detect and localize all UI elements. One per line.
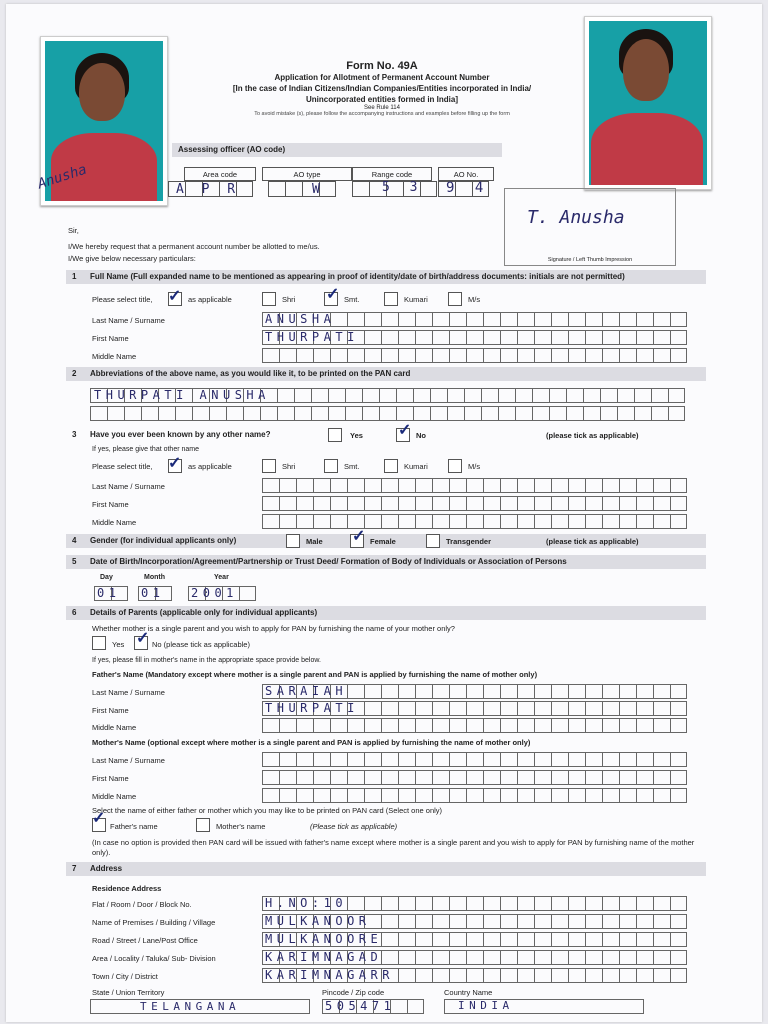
- signature-text: T. Anusha: [527, 207, 625, 228]
- s1-shri-label: Shri: [282, 295, 296, 304]
- s3-middle-name-grid[interactable]: [262, 514, 687, 529]
- s6-father-first-label: First Name: [92, 706, 129, 715]
- s4-transgender-checkbox[interactable]: [426, 534, 440, 548]
- s6-father-middle-grid[interactable]: [262, 718, 687, 733]
- s5-day-label: Day: [100, 574, 113, 581]
- s1-title-hint-tick: ✓: [168, 288, 182, 305]
- s5-month-label: Month: [144, 574, 165, 581]
- s1-shri-checkbox[interactable]: [262, 292, 276, 306]
- form-subtitle-2: Unincorporated entities formed in India]: [305, 95, 458, 104]
- ao-type-value: W: [312, 182, 325, 197]
- s6-mother-middle-grid[interactable]: [262, 788, 687, 803]
- s3-shri-checkbox[interactable]: [262, 459, 276, 473]
- s3-title-hint-tick: ✓: [168, 455, 182, 472]
- s1-ms-checkbox[interactable]: [448, 292, 462, 306]
- form-title: Application for Allotment of Permanent Account Number: [274, 73, 490, 82]
- s6-mother-middle-label: Middle Name: [92, 792, 137, 801]
- s6-father-middle-label: Middle Name: [92, 723, 137, 732]
- s3-shri-label: Shri: [282, 462, 296, 471]
- section-1-number: 1: [72, 272, 77, 281]
- section-2-heading: [66, 367, 706, 381]
- s1-smt-label: Smt.: [344, 295, 360, 304]
- range-code-header: Range code: [352, 167, 432, 181]
- s1-select-title: Please select title,: [92, 295, 153, 304]
- area-code-value: A P R: [176, 182, 241, 197]
- section-6-number: 6: [72, 608, 77, 617]
- s5-month-value: 01: [141, 586, 165, 600]
- s2-abbrev-grid-2[interactable]: [90, 406, 685, 421]
- s1-middle-name-grid[interactable]: [262, 348, 687, 363]
- s1-ms-label: M/s: [468, 295, 481, 304]
- form-rule: See Rule 114: [364, 105, 400, 111]
- ao-no-value: 9 4: [446, 180, 490, 196]
- signature-box[interactable]: [504, 188, 676, 266]
- signature-caption: Signature / Left Thumb Impression: [547, 257, 633, 263]
- s3-yes-checkbox[interactable]: [328, 428, 342, 442]
- intro-line-1: I/We hereby request that a permanent account number be allotted to me/us.: [68, 242, 320, 251]
- s6-mother-first-grid[interactable]: [262, 770, 687, 785]
- s7-area-value: KARIMNAGAD: [265, 950, 383, 964]
- s4-tick-note: (please tick as applicable): [546, 537, 639, 546]
- section-5-title: Date of Birth/Incorporation/Agreement/Partnership or Trust Deed/ Formation of Body of Individuals or Association of Persons: [90, 557, 567, 566]
- s7-flat-label: Flat / Room / Door / Block No.: [92, 900, 192, 909]
- s5-year-label: Year: [214, 574, 229, 581]
- section-7-title: Address: [90, 864, 123, 873]
- s6-single-parent-question: Whether mother is a single parent and you wish to apply for PAN by furnishing the name of your mother only?: [92, 624, 455, 633]
- s6-mothers-name-checkbox[interactable]: [196, 818, 210, 832]
- section-1-heading: [66, 270, 706, 284]
- s6-fathers-name-label: Father's name: [110, 822, 158, 831]
- s6-fathers-name-tick: ✓: [92, 810, 106, 827]
- s6-father-last-value: SARAIAH: [265, 684, 348, 698]
- s4-female-tick: ✓: [352, 528, 366, 545]
- section-7-heading: [66, 862, 706, 876]
- form-sheet: [6, 4, 762, 1022]
- intro-line-2: I/We give below necessary particulars:: [68, 254, 196, 263]
- s3-first-name-label: First Name: [92, 500, 129, 509]
- s1-as-applicable: as applicable: [188, 295, 232, 304]
- s6-ifyes: If yes, please fill in mother's name in the appropriate space provide below.: [92, 657, 321, 664]
- s7-premises-value: MULKANOOR: [265, 914, 371, 928]
- s3-middle-name-label: Middle Name: [92, 518, 137, 527]
- s6-mothers-name-label: Mother's name: [216, 822, 266, 831]
- s7-town-label: Town / City / District: [92, 972, 158, 981]
- section-5-heading: [66, 555, 706, 569]
- applicant-photo-left: [35, 36, 168, 206]
- ao-type-header: AO type: [262, 167, 352, 181]
- s7-country-value: INDIA: [458, 999, 514, 1012]
- s6-mother-last-label: Last Name / Surname: [92, 756, 165, 765]
- s4-male-label: Male: [306, 537, 323, 546]
- s3-tick-note: (please tick as applicable): [546, 431, 639, 440]
- s3-ms-label: M/s: [468, 462, 481, 471]
- s7-pincode-label: Pincode / Zip code: [322, 988, 385, 997]
- ao-type-cells[interactable]: [268, 181, 336, 197]
- s7-premises-label: Name of Premises / Building / Village: [92, 918, 216, 927]
- s6-note: (In case no option is provided then PAN card will be issued with father's name except where mother is a single parent and you wish to apply for PAN by furnishing name of the mother only).: [92, 838, 695, 857]
- s5-year-value: 2001: [191, 586, 238, 600]
- s5-day-value: 01: [97, 586, 121, 600]
- s6-yes-checkbox[interactable]: [92, 636, 106, 650]
- s3-ms-checkbox[interactable]: [448, 459, 462, 473]
- section-3-title: Have you ever been known by any other name?: [90, 430, 271, 439]
- section-1-title: Full Name (Full expanded name to be mentioned as appearing in proof of identity/date of birth/address documents: initials are not permitted): [90, 272, 625, 281]
- s7-area-label: Area / Locality / Taluka/ Sub- Division: [92, 954, 216, 963]
- s4-male-checkbox[interactable]: [286, 534, 300, 548]
- s7-town-value: KARIMNAGARR: [265, 968, 394, 982]
- s1-first-name-value: THURPATI: [265, 330, 359, 344]
- s6-mother-heading: Mother's Name (optional except where mother is a single parent and PAN is applied by furnishing the name of mother only): [92, 738, 531, 747]
- section-2-number: 2: [72, 369, 77, 378]
- range-code-value: 5 3: [382, 180, 424, 195]
- form-number: Form No. 49A: [346, 60, 418, 72]
- s1-smt-tick: ✓: [326, 286, 340, 303]
- s3-last-name-label: Last Name / Surname: [92, 482, 165, 491]
- s6-no-tick: ✓: [136, 630, 150, 647]
- s6-please-tick: (Please tick as applicable): [310, 822, 398, 831]
- s7-residence-label: Residence Address: [92, 884, 162, 893]
- s1-middle-name-label: Middle Name: [92, 352, 137, 361]
- s3-kumari-checkbox[interactable]: [384, 459, 398, 473]
- s4-transgender-label: Transgender: [446, 537, 492, 546]
- s7-country-label: Country Name: [444, 988, 493, 997]
- ao-no-header: AO No.: [438, 167, 494, 181]
- intro-sir: Sir,: [68, 226, 79, 235]
- s1-first-name-label: First Name: [92, 334, 129, 343]
- ao-code-heading: [172, 143, 502, 157]
- s6-father-heading: Father's Name (Mandatory except where mother is a single parent and PAN is applied by furnishing the name of mother only): [92, 670, 538, 679]
- s7-road-label: Road / Street / Lane/Post Office: [92, 936, 198, 945]
- section-4-number: 4: [72, 536, 77, 545]
- s1-kumari-checkbox[interactable]: [384, 292, 398, 306]
- s7-flat-value: H.NO:10: [265, 896, 348, 910]
- s3-no-tick: ✓: [398, 422, 412, 439]
- applicant-photo-right: [584, 16, 712, 190]
- s6-yes-label: Yes: [112, 640, 125, 649]
- s3-kumari-label: Kumari: [404, 462, 428, 471]
- s7-road-value: MULKANOORE: [265, 932, 383, 946]
- s3-smt-label: Smt.: [344, 462, 360, 471]
- s6-mother-first-label: First Name: [92, 774, 129, 783]
- s3-yes-label: Yes: [350, 431, 363, 440]
- s2-abbrev-value: THURPATI ANUSHA: [94, 388, 270, 402]
- form-subtitle-1: [In the case of Indian Citizens/Indian Companies/Entities incorporated in India/: [232, 84, 532, 93]
- s4-female-label: Female: [370, 537, 396, 546]
- s7-state-value: TELANGANA: [140, 1000, 241, 1013]
- section-2-title: Abbreviations of the above name, as you would like it, to be printed on the PAN card: [90, 369, 411, 378]
- s6-no-label: No (please tick as applicable): [152, 640, 250, 649]
- section-4-title: Gender (for individual applicants only): [90, 536, 237, 545]
- s3-as-applicable: as applicable: [188, 462, 232, 471]
- s3-no-label: No: [416, 431, 426, 440]
- s3-last-name-grid[interactable]: [262, 478, 687, 493]
- section-3-number: 3: [72, 430, 77, 439]
- s6-father-last-label: Last Name / Surname: [92, 688, 165, 697]
- s1-kumari-label: Kumari: [404, 295, 428, 304]
- s7-pincode-value: 505471: [325, 999, 396, 1013]
- s3-smt-checkbox[interactable]: [324, 459, 338, 473]
- s6-mother-last-grid[interactable]: [262, 752, 687, 767]
- form-header: [172, 60, 592, 117]
- s6-father-first-value: THURPATI: [265, 701, 359, 715]
- section-6-heading: [66, 606, 706, 620]
- ao-code-label: Assessing officer (AO code): [178, 145, 286, 154]
- photo-signature: Anusha: [35, 161, 89, 193]
- s3-first-name-grid[interactable]: [262, 496, 687, 511]
- section-6-title: Details of Parents (applicable only for individual applicants): [90, 608, 318, 617]
- area-code-header: Area code: [184, 167, 256, 181]
- s1-last-name-value: ANUSHA: [265, 312, 336, 326]
- section-7-number: 7: [72, 864, 77, 873]
- form-instruction: To avoid mistake (s), please follow the accompanying instructions and examples before filling up the form: [254, 111, 510, 117]
- s3-ifyes: If yes, please give that other name: [92, 446, 200, 453]
- s7-state-label: State / Union Territory: [92, 988, 165, 997]
- section-5-number: 5: [72, 557, 77, 566]
- s6-select-print: Select the name of either father or mother which you may like to be printed on PAN card (Select one only): [92, 806, 443, 815]
- s1-last-name-label: Last Name / Surname: [92, 316, 165, 325]
- s3-select-title: Please select title,: [92, 462, 153, 471]
